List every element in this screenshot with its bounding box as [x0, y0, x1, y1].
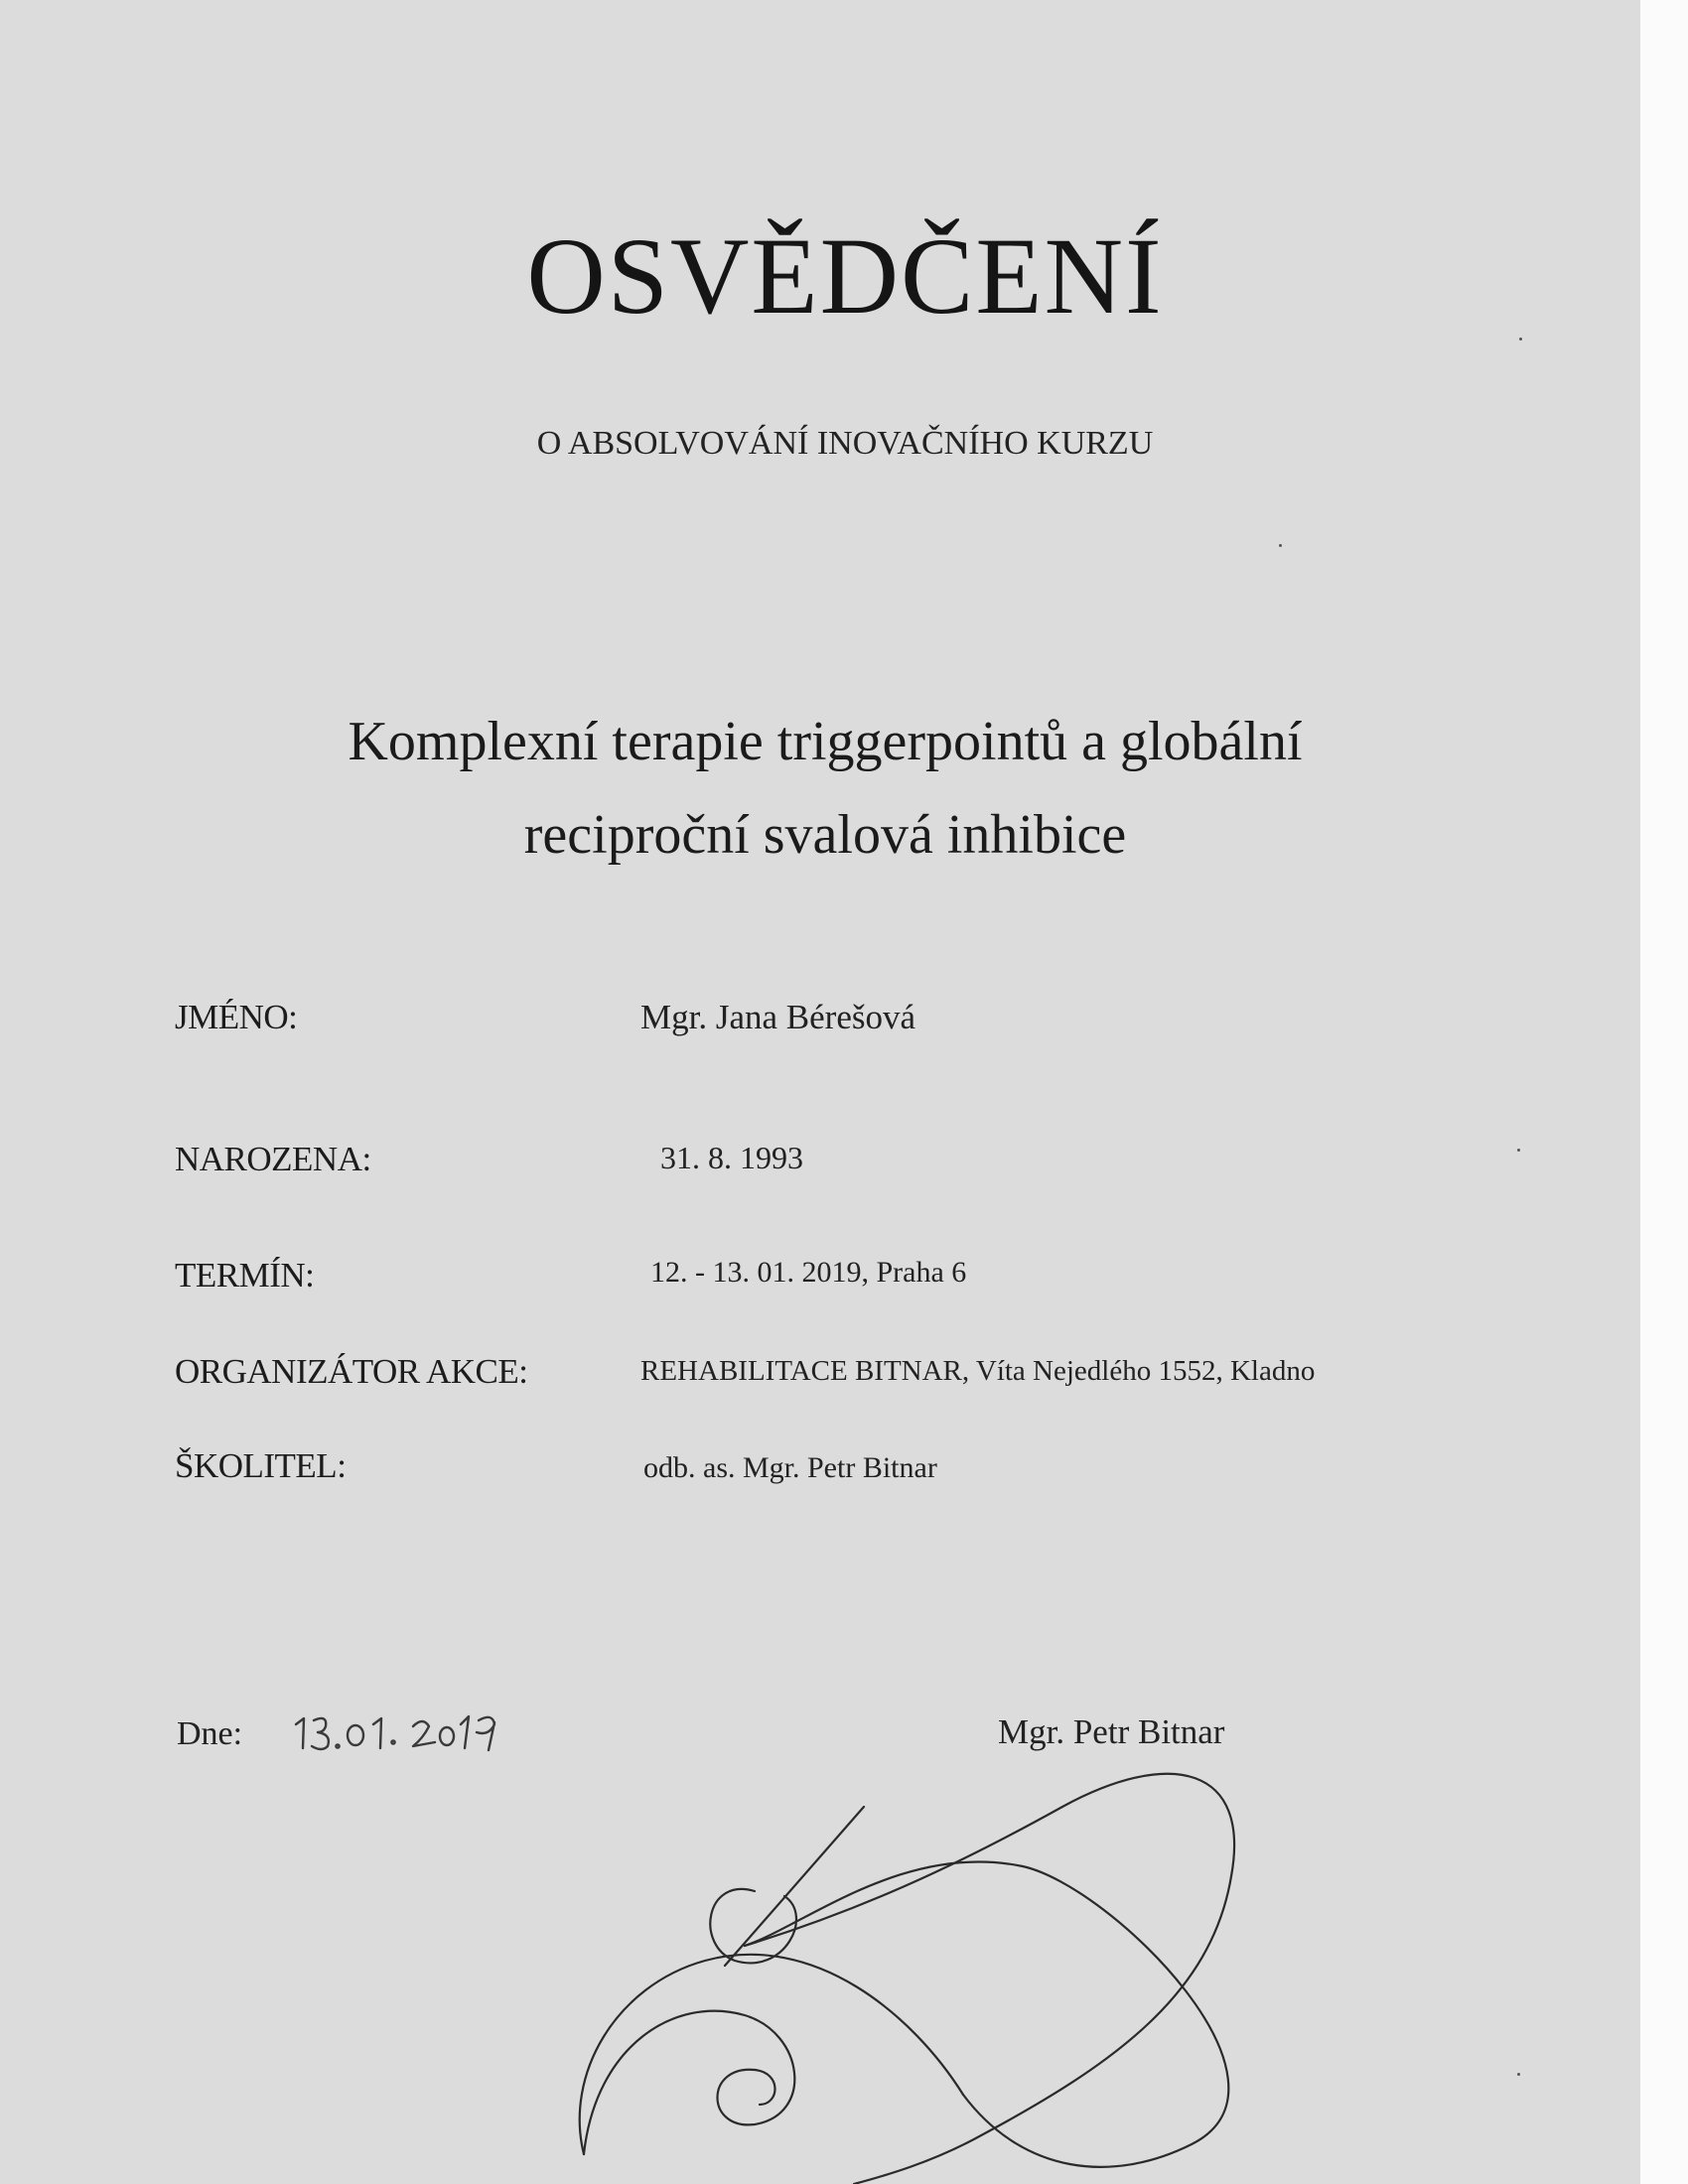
term-label: TERMÍN: [175, 1256, 315, 1295]
signer-name: Mgr. Petr Bitnar [998, 1712, 1225, 1751]
name-label: JMÉNO: [175, 998, 298, 1036]
trainer-label: ŠKOLITEL: [175, 1446, 347, 1485]
organizer-label: ORGANIZÁTOR AKCE: [175, 1352, 528, 1391]
paper-speck [1279, 544, 1282, 547]
paper-speck [1517, 2073, 1520, 2076]
certificate-subtitle: O ABSOLVOVÁNÍ INOVAČNÍHO KURZU [536, 425, 1154, 462]
signature [556, 1717, 1628, 2184]
trainer-value: odb. as. Mgr. Petr Bitnar [643, 1451, 937, 1484]
term-value: 12. - 13. 01. 2019, Praha 6 [650, 1256, 967, 1289]
paper-speck [1517, 1149, 1520, 1152]
course-name-line-2: reciproční svalová inhibice [523, 804, 1127, 866]
scan-edge [1640, 0, 1688, 2184]
certificate-title: OSVĚDČENÍ [526, 215, 1164, 337]
birthdate-value: 31. 8. 1993 [660, 1140, 803, 1175]
handwritten-date [290, 1703, 508, 1762]
course-name [0, 695, 1640, 882]
course-name-line-1: Komplexní terapie triggerpointů a globální [348, 711, 1303, 772]
paper-speck [1519, 338, 1522, 341]
name-value: Mgr. Jana Bérešová [640, 998, 916, 1036]
organizer-value: REHABILITACE BITNAR, Víta Nejedlého 1552, Kladno [640, 1355, 1316, 1387]
birthdate-label: NAROZENA: [175, 1140, 371, 1178]
date-label: Dne: [177, 1715, 243, 1752]
